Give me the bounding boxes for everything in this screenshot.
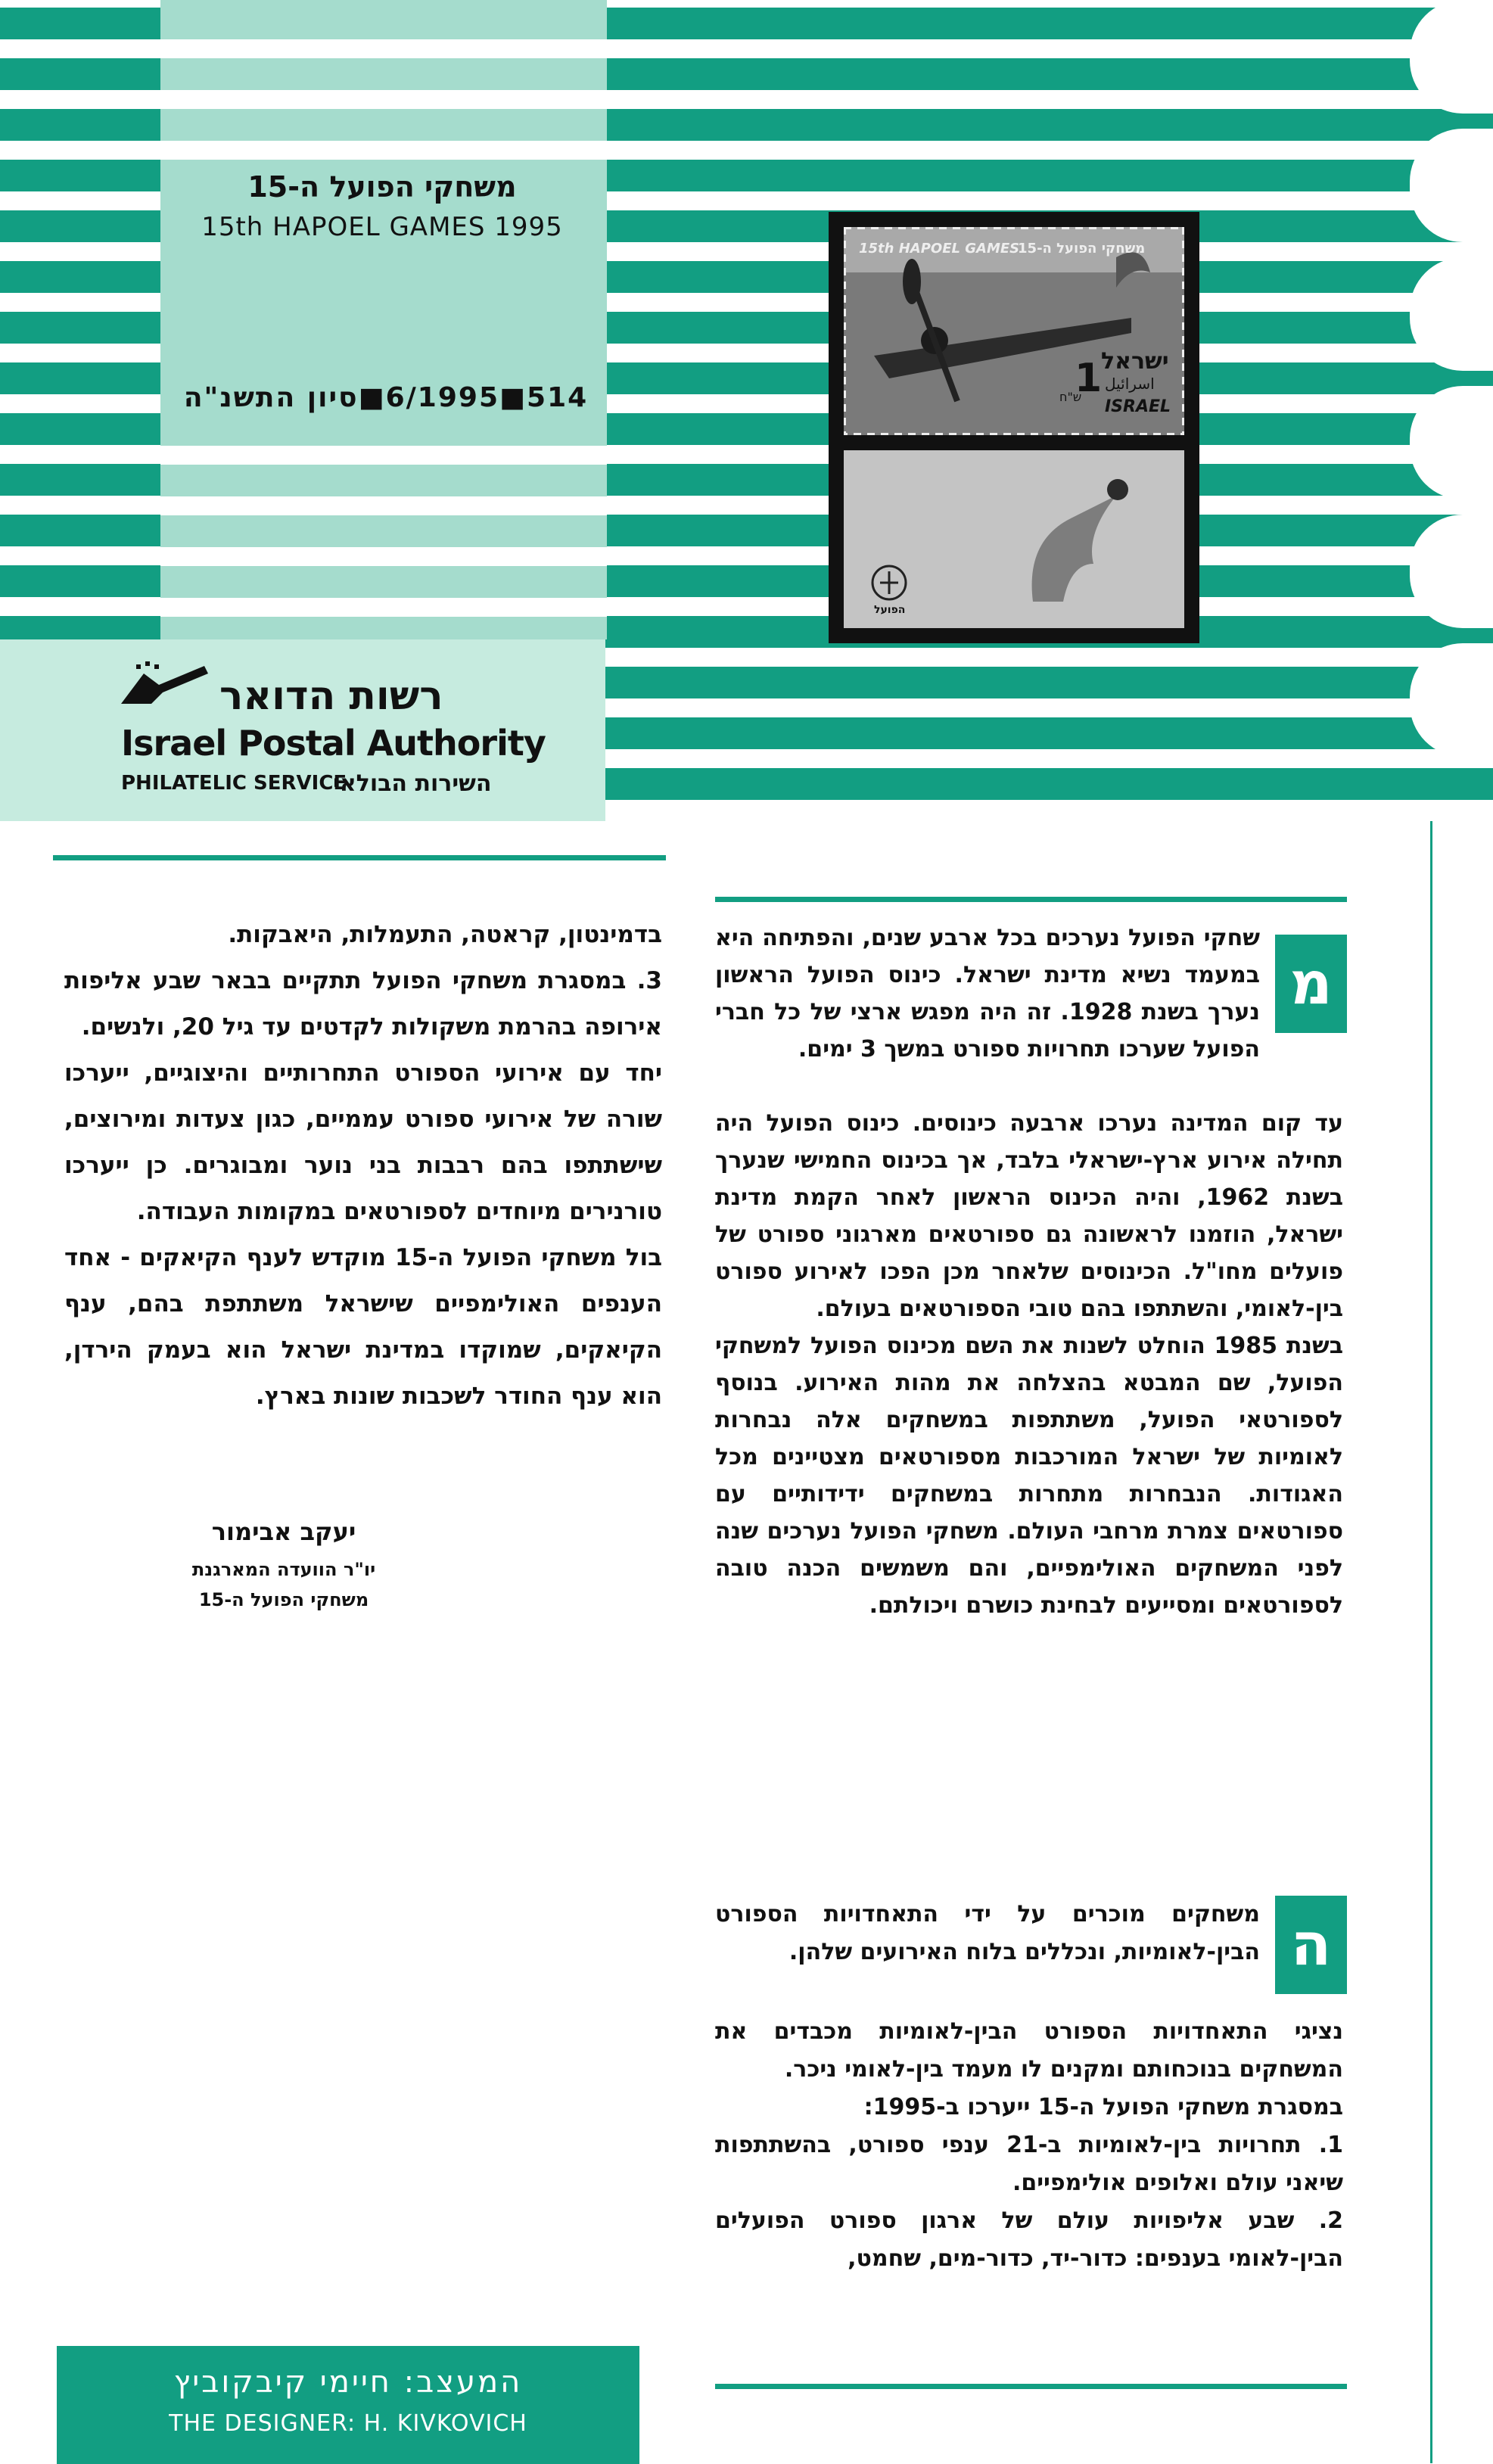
signature-subtitle: משחקי הפועל ה-15 bbox=[198, 1589, 369, 1610]
stamp-country-he: ישראל bbox=[1101, 348, 1169, 375]
hapoel-logo-text: הפועל bbox=[874, 604, 906, 616]
initial-letter-1: מ bbox=[1275, 935, 1347, 1033]
designer-he: המעצב: חיימי קיבקוביץ bbox=[173, 2365, 523, 2400]
right-column-block-3 bbox=[715, 1896, 1260, 1971]
philatelic-service-en: PHILATELIC SERVICE bbox=[121, 772, 347, 795]
rule-right-top bbox=[715, 897, 1347, 902]
right-column-block-1 bbox=[715, 919, 1260, 1068]
stamp-tab bbox=[844, 450, 1184, 628]
rule-left-top bbox=[53, 855, 666, 860]
title-english: 15th HAPOEL GAMES 1995 bbox=[201, 212, 563, 242]
list-item: 1. תחרויות בין-לאומיות ב-21 ענפי ספורט, בהשתתפות שיאני עולם ואלופים אולימפיים. bbox=[715, 2132, 1344, 2196]
stamp-country-ar: اسرائيل bbox=[1105, 375, 1155, 393]
philatelic-service-he: השירות הבולאי bbox=[333, 770, 492, 797]
signature-name: יעקב אבימור bbox=[211, 1517, 356, 1546]
left-column bbox=[64, 912, 662, 1420]
paragraph: נציגי התאחדויות הספורט הבין-לאומיות מכבדים את המשחקים בנוכחותם ומקנים לו מעמד בין-לאומי ניכר. bbox=[715, 2018, 1343, 2083]
list-item: 3. במסגרת משחקי הפועל תתקיים בבאר שבע אליפות אירופה בהרמת משקולות לקדטים עד גיל 20, ולנשים. bbox=[64, 967, 662, 1041]
publisher-name-he: רשות הדואר bbox=[219, 674, 443, 719]
right-column-block-4 bbox=[715, 2013, 1343, 2278]
publisher-name-en: Israel Postal Authority bbox=[121, 723, 546, 764]
stamp-country-en: ISRAEL bbox=[1105, 397, 1171, 416]
paragraph: משחקים מוכרים על ידי התאחדויות הספורט הבין-לאומיות, ונכללים בלוח האירועים שלהן. bbox=[715, 1901, 1260, 1965]
paragraph: עד קום המדינה נערכו ארבעה כינוסים. כינוס הפועל היה תחילה אירוע ארץ-ישראלי בלבד, אך בכינוס החמישי שנערך בשנת 1962, והיה הכינוס הראשון לאחר הקמת מדינת ישראל, הוזמנו לראשונה גם ספורטאים מארגוני ספורט של פועלים מחו"ל. הכינוסים שלאחר מכן הפכו לאירוע ספורט בין-לאומי, והשתתפו בהם טובי הספורטאים בעולם. bbox=[715, 1110, 1344, 1322]
paragraph: במסגרת משחקי הפועל ה-15 ייערכו ב-1995: bbox=[863, 2094, 1343, 2120]
stamp-caption: 15th HAPOEL GAMES bbox=[859, 241, 1020, 257]
list-item: 2. שבע אליפויות עולם של ארגון ספורט הפועלים הבין-לאומי בענפים: כדור-יד, כדור-מים, שחמט, bbox=[715, 2207, 1343, 2272]
initial-letter-2: ה bbox=[1275, 1896, 1347, 1994]
stamp-currency: ש"ח bbox=[1059, 390, 1082, 404]
paragraph: בשנת 1985 הוחלט לשנות את השם מכינוס הפועל למשחקי הפועל, שם המבטא בהצלחה את מהות האירוע. בנוסף לספורטאי הפועל, משתתפות במשחקים אלה נבחרות לאומיות של ישראל המורכבות מספורטאים מצטיינים מכל האגודות. הנבחרות מתחרות במשחקים ידידותיים עם ספורטאים צמרת מרחבי העולם. משחקי הפועל נערכים שנה לפני המשחקים האולימפיים, והם משמשים הכנה טובה לספורטאים ומסייעים לבחינת כושרם ויכולתם. bbox=[715, 1333, 1344, 1619]
designer-en: THE DESIGNER: H. KIVKOVICH bbox=[169, 2410, 527, 2437]
designer-box bbox=[57, 2346, 639, 2464]
title-hebrew: משחקי הפועל ה-15 bbox=[247, 170, 517, 204]
paragraph: שחקי הפועל נערכים בכל ארבע שנים, והפתיחה היא במעמד נשיא מדינת ישראל. כינוס הפועל הראשון נערך בשנת 1928. זה היה מפגש ארצי של כל חברי הפועל שערכו תחרויות ספורט במשך 3 ימים. bbox=[715, 925, 1260, 1062]
signature-title: יו"ר הוועדה המארגנת bbox=[191, 1559, 376, 1580]
issue-date-line: 514■6/1995■סיון התשנ"ה bbox=[183, 382, 589, 413]
title-box bbox=[160, 0, 607, 639]
paragraph: יחד עם אירועי הספורט התחרותיים והיצוגיים, ייערכו שורה של אירועי ספורט עממיים, כגון צעדות ומירוצים, שישתתפו בהם רבבות בני נוער ומבוגרים. כן ייערכו טורנירים מיוחדים לספורטאים במקומות העבודה. bbox=[64, 1059, 662, 1225]
rule-right-bottom bbox=[715, 2384, 1347, 2389]
perforation-line bbox=[1430, 821, 1478, 2463]
stamp-denomination: 1 bbox=[1075, 356, 1103, 401]
right-column-block-2 bbox=[715, 1105, 1343, 1624]
paragraph: בדמינטון, קראטה, התעמלות, היאבקות. bbox=[228, 921, 662, 948]
stamp-image bbox=[844, 227, 1184, 435]
stamp-caption-he: משחקי הפועל ה-15 bbox=[1018, 241, 1146, 257]
paragraph: בול משחקי הפועל ה-15 מוקדש לענף הקיאקים - אחד הענפים האולימפיים שישראל משתתפת בהם, ענף הקיאקים, שמוקדו במדינת ישראל הוא בעמק הירדן, הוא ענף החודר לשכבות שונות בארץ. bbox=[64, 1244, 663, 1410]
postal-horn-logo-icon bbox=[114, 658, 219, 711]
